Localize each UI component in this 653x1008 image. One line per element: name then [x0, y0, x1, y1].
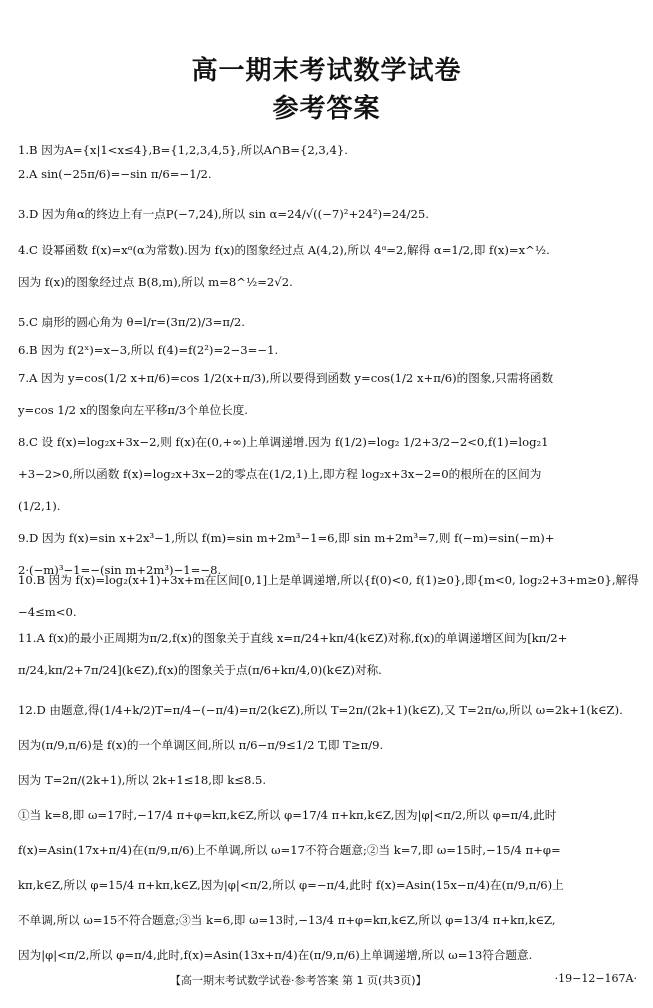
- answer-line: 2.A sin(−25π/6)=−sin π/6=−1/2.: [18, 167, 212, 181]
- answer-line: 4.C 设幂函数 f(x)=xᵅ(α为常数).因为 f(x)的图象经过点 A(4,2),所以 4ᵅ=2,解得 α=1/2,即 f(x)=x^½.: [18, 243, 550, 257]
- answer-line: (1/2,1).: [18, 499, 61, 513]
- answer-line: −4≤m<0.: [18, 605, 77, 619]
- page-subtitle: 参考答案: [272, 94, 381, 124]
- answer-line: y=cos 1/2 x的图象向左平移π/3个单位长度.: [18, 403, 248, 417]
- answer-line: 10.B 因为 f(x)=log₂(x+1)+3x+m在区间[0,1]上是单调递增,所以{f(0)<0, f(1)≥0},即{m<0, log₂2+3+m≥0},解得: [18, 573, 639, 587]
- answer-line: 因为|φ|<π/2,所以 φ=π/4,此时,f(x)=Asin(13x+π/4)在(π/9,π/6)上单调递增,所以 ω=13符合题意.: [18, 948, 533, 962]
- answer-line: +3−2>0,所以函数 f(x)=log₂x+3x−2的零点在(1/2,1)上,即方程 log₂x+3x−2=0的根所在的区间为: [18, 467, 542, 481]
- answer-line: 9.D 因为 f(x)=sin x+2x³−1,所以 f(m)=sin m+2m³−1=6,即 sin m+2m³=7,则 f(−m)=sin(−m)+: [18, 531, 555, 545]
- answer-line: 7.A 因为 y=cos(1/2 x+π/6)=cos 1/2(x+π/3),所以要得到函数 y=cos(1/2 x+π/6)的图象,只需将函数: [18, 371, 554, 385]
- answer-line: 因为 T=2π/(2k+1),所以 2k+1≤18,即 k≤8.5.: [18, 773, 267, 787]
- answer-line: 因为(π/9,π/6)是 f(x)的一个单调区间,所以 π/6−π/9≤1/2 T,即 T≥π/9.: [18, 738, 384, 752]
- answer-line: 1.B 因为A={x|1<x≤4},B={1,2,3,4,5},所以A∩B={2,3,4}.: [18, 143, 348, 157]
- answer-line: f(x)=Asin(17x+π/4)在(π/9,π/6)上不单调,所以 ω=17不符合题意;②当 k=7,即 ω=15时,−15/4 π+φ=: [18, 843, 561, 857]
- answer-line: 2·(−m)³−1=−(sin m+2m³)−1=−8.: [18, 563, 222, 577]
- answer-line: ①当 k=8,即 ω=17时,−17/4 π+φ=kπ,k∈Z,所以 φ=17/4 π+kπ,k∈Z,因为|φ|<π/2,所以 φ=π/4,此时: [18, 808, 557, 822]
- page-title: 高一期末考试数学试卷: [191, 56, 462, 86]
- answer-line: 8.C 设 f(x)=log₂x+3x−2,则 f(x)在(0,+∞)上单调递增.因为 f(1/2)=log₂ 1/2+3/2−2<0,f(1)=log₂1: [18, 435, 549, 449]
- footer-code: ·19−12−167A·: [554, 972, 637, 985]
- answer-line: 12.D 由题意,得(1/4+k/2)T=π/4−(−π/4)=π/2(k∈Z),所以 T=2π/(2k+1)(k∈Z),又 T=2π/ω,所以 ω=2k+1(k∈Z).: [18, 703, 623, 717]
- answer-line: 6.B 因为 f(2ˣ)=x−3,所以 f(4)=f(2²)=2−3=−1.: [18, 343, 279, 357]
- answer-line: 5.C 扇形的圆心角为 θ=l/r=(3π/2)/3=π/2.: [18, 315, 245, 329]
- answer-line: 3.D 因为角α的终边上有一点P(−7,24),所以 sin α=24/√((−7)²+24²)=24/25.: [18, 207, 429, 221]
- footer-text: 【高一期末考试数学试卷·参考答案 第 1 页(共3页)】: [170, 974, 427, 987]
- answer-line: π/24,kπ/2+7π/24](k∈Z),f(x)的图象关于点(π/6+kπ/4,0)(k∈Z)对称.: [18, 663, 382, 677]
- answer-line: 11.A f(x)的最小正周期为π/2,f(x)的图象关于直线 x=π/24+kπ/4(k∈Z)对称,f(x)的单调递增区间为[kπ/2+: [18, 631, 568, 645]
- answer-line: 不单调,所以 ω=15不符合题意;③当 k=6,即 ω=13时,−13/4 π+φ=kπ,k∈Z,所以 φ=13/4 π+kπ,k∈Z,: [18, 913, 556, 927]
- answer-line: kπ,k∈Z,所以 φ=15/4 π+kπ,k∈Z,因为|φ|<π/2,所以 φ=−π/4,此时 f(x)=Asin(15x−π/4)在(π/9,π/6)上: [18, 878, 564, 892]
- answer-line: 因为 f(x)的图象经过点 B(8,m),所以 m=8^½=2√2.: [18, 275, 293, 289]
